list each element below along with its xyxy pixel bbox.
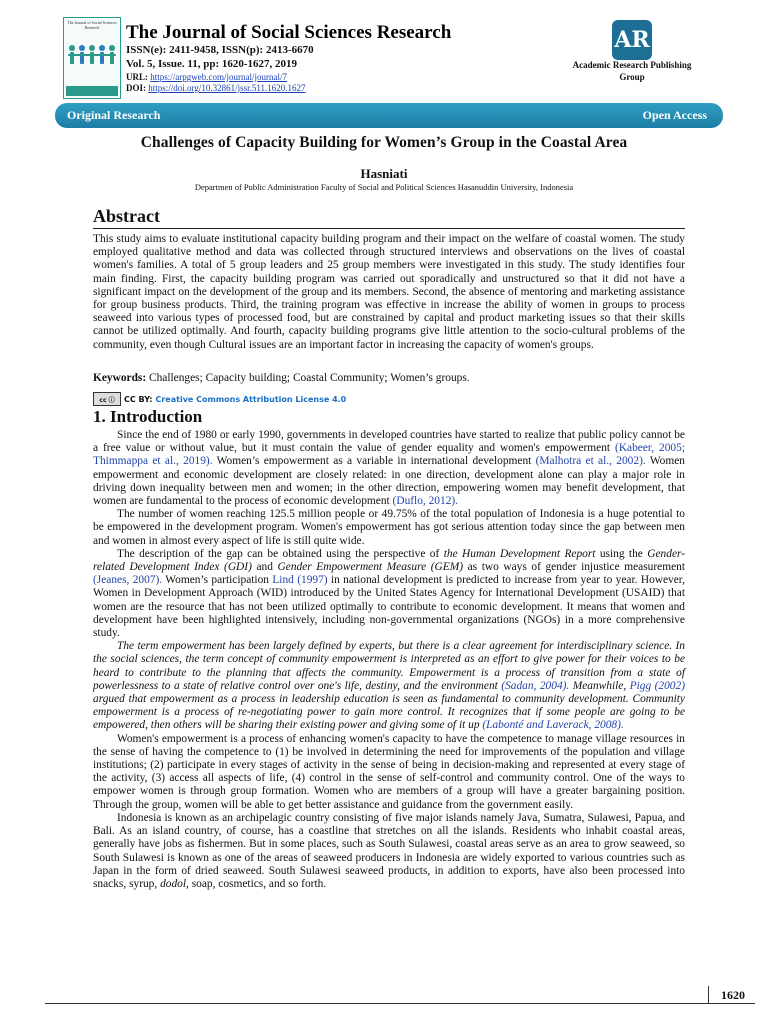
intro-paragraph-2: The number of women reaching 125.5 million people or 49.75% of the total population of Indonesia is a huge potential to be empowered in the development program. Women's empowerment has got serious attention today since the gap between men and women in almost every aspect of life is still quite wide. — [93, 508, 685, 547]
intro-paragraph-1 — [93, 429, 685, 508]
journal-url-link[interactable]: https://arpgweb.com/journal/journal/7 — [150, 72, 287, 82]
text-run: Meanwhile, — [569, 679, 630, 692]
citation-link[interactable]: (Malhotra et al., 2002). — [535, 455, 646, 468]
text-run: dodol — [160, 877, 187, 890]
text-run: Women’s participation — [162, 574, 273, 587]
publisher-logo — [612, 20, 652, 60]
intro-paragraph-3 — [93, 548, 685, 640]
citation-link[interactable]: (Duflo, 2012). — [392, 495, 459, 508]
text-run: Gender Empowerment Measure (GEM) — [277, 561, 463, 574]
text-run: the Human Development Report — [443, 547, 596, 560]
journal-logo — [63, 17, 121, 99]
author-affiliation: Departmen of Public Administration Faculty of Social and Political Sciences Hasanuddin University, Indonesia — [194, 182, 574, 192]
keywords-label: Keywords: — [93, 372, 147, 384]
abstract-text — [93, 233, 685, 352]
citation-link[interactable]: (Kabeer, 2005; Thimmappa et al., 2019). — [93, 442, 685, 468]
journal-doi-link[interactable]: https://doi.org/10.32861/jssr.511.1620.1627 — [148, 83, 306, 93]
journal-url-row — [126, 72, 287, 82]
journal-logo-text: The Journal of Social Sciences Research — [67, 20, 117, 30]
text-run: , soap, cosmetics, and so forth. — [186, 877, 327, 890]
text-run: The description of the gap can be obtained using the perspective of — [117, 547, 444, 560]
text-run: and — [251, 561, 278, 574]
publisher-name: Academic Research Publishing Group — [572, 60, 692, 82]
text-run: as two ways of gender injustice measurement — [463, 561, 685, 574]
license-label: CC BY: — [124, 394, 153, 404]
journal-issn: ISSN(e): 2411-9458, ISSN(p): 2413-6670 — [126, 44, 314, 56]
text-run: using the — [595, 547, 648, 560]
license-link[interactable]: Creative Commons Attribution License 4.0 — [155, 394, 347, 404]
doi-label: DOI: — [126, 83, 146, 93]
url-label: URL: — [126, 72, 148, 82]
text-run: Since the end of 1980 or early 1990, governments in developed countries have started to realize that public policy cannot be a free value or without value, but it must contain the value of gender equality and women's empowerment — [93, 429, 685, 455]
publisher-logo-text: AR — [614, 27, 650, 53]
text-run: Indonesia is known as an archipelagic country consisting of five major islands namely Java, Sumatra, Sulawesi, Papua, and Bali. As an island country, of course, has a coastline that stretches on all the islands. Residents who inhabit coastal areas, generally have jobs as fishermen. But in some places, such as South Sulawesi, coastal areas serve as an area to grow seaweed, so South Sulawesi is known as one of the areas of seaweed producers in Indonesia are widely exported to various countries such as Japan in the form of dried seaweed. South Sulawesi seaweed products, in addition to exports, have also been processed into snacks, syrup, — [93, 811, 685, 890]
intro-paragraph-5: Women's empowerment is a process of enhancing women's capacity to have the competence to manage village resources in the sense of having the competence to (1) be involved in determining the need for improvements of the population and village institutions; (2) participate in every stages of activity in the sense of being in decision-making and represented at every stage of the activity, (3) access all aspects of life, (4) control in the sense of self-control and community control. One of the ways to empower women is through group formation. Women who are members of a group will have a greater bargaining position. Through the group, women will be able to get better assistance and guidance from the government easily. — [93, 732, 685, 811]
abstract-heading: Abstract — [93, 206, 160, 226]
introduction-body — [93, 429, 685, 891]
creative-commons-icon: cc ⓘ — [93, 392, 121, 406]
keywords-row — [93, 372, 470, 384]
people-chain-icon — [64, 38, 120, 78]
page-number: 1620 — [708, 986, 757, 1004]
text-run: The term empowerment has been largely defined by experts, but there is a clear agreement for interdisciplinary science. In the social sciences, the term concept of community empowerment is interpreted as an effort to give power for their voices to be heard to contribute to the planning that affects the community. Empowerment is a process of transition from a state of powerlessness to a state of relative control over one's life, destiny, and the environment — [93, 640, 685, 692]
journal-volume: Vol. 5, Issue. 11, pp: 1620-1627, 2019 — [126, 58, 298, 70]
text-run: Gender-related Development Index (GDI) — [93, 547, 685, 574]
article-type-banner — [55, 103, 723, 128]
citation-link[interactable]: (Sadan, 2004). — [501, 679, 570, 692]
journal-doi-row — [126, 83, 306, 93]
text-run: Women’s empowerment as a variable in international development — [212, 455, 536, 468]
author-name: Hasniati — [360, 166, 408, 181]
citation-link[interactable]: Lind (1997) — [272, 574, 328, 587]
text-run: in national development is predicted to increase from year to year. However, Women in Development Approach (WID) introduced by the United States Agency for International Development (USAID) that women are the resource that has not been utilized optimally to contribute to economic development. It means that women and development have been highlighted intensively, including non-governmental organizations (NGOs) in a more comprehensive study. — [93, 574, 685, 640]
text-run: argued that empowerment as a process in leadership education is seen as fundamental to community development. Community empowerment is a process of re-negotiating power to gain more control. It recognizes that if some people are going to be empowered, then others will be sharing their existing power and giving some of it up — [93, 693, 685, 732]
footer-divider — [45, 1003, 755, 1004]
banner-open-access: Open Access — [642, 108, 707, 122]
abstract-paragraph: This study aims to evaluate institutional capacity building program and their impact on the welfare of coastal women. The study employed qualitative method and data was collected through structured interviews and observations on the lives of coastal women's families. A total of 5 group leaders and 25 group members were investigated in this study. The study identifies four main finding. First, the capacity building program was carried out sporadically and unstructured so that it did not have a significant impact on the development of the group and its members. Second, the absence of mentoring and marketing assistance for group business products. Third, the training program was effective in increase the ability of women in groups to process seaweed into various types of processed food, but are constrained by capital and product marketing issues so that their skills cannot be utilized optimally. And fourth, capacity building programs give little attention to the socio-cultural problems of the community, even though Cultural issues are an important factor in increasing the capacity of women's groups. — [93, 233, 685, 351]
intro-paragraph-6 — [93, 812, 685, 891]
article-title: Challenges of Capacity Building for Women’s Group in the Coastal Area — [140, 134, 628, 151]
text-run: Women empowerment and economic development are closely related: in one direction, development alone can play a major role in driving down inequality between men and women; in the other direction, empowering women may benefit development, that women are fundamental to the process of economic development — [93, 455, 685, 508]
citation-link[interactable]: (Jeanes, 2007). — [93, 574, 163, 587]
journal-title: The Journal of Social Sciences Research — [126, 22, 452, 43]
keywords-list: Challenges; Capacity building; Coastal Community; Women’s groups. — [146, 372, 470, 384]
intro-paragraph-4 — [93, 640, 685, 732]
banner-original-research: Original Research — [67, 108, 161, 122]
abstract-divider — [93, 228, 685, 229]
license-row — [93, 392, 346, 406]
citation-link[interactable]: (Labonté and Laverack, 2008). — [482, 719, 624, 732]
logo-footer-bar — [66, 86, 118, 96]
citation-link[interactable]: Pigg (2002) — [629, 679, 685, 692]
introduction-heading: 1. Introduction — [93, 407, 203, 426]
